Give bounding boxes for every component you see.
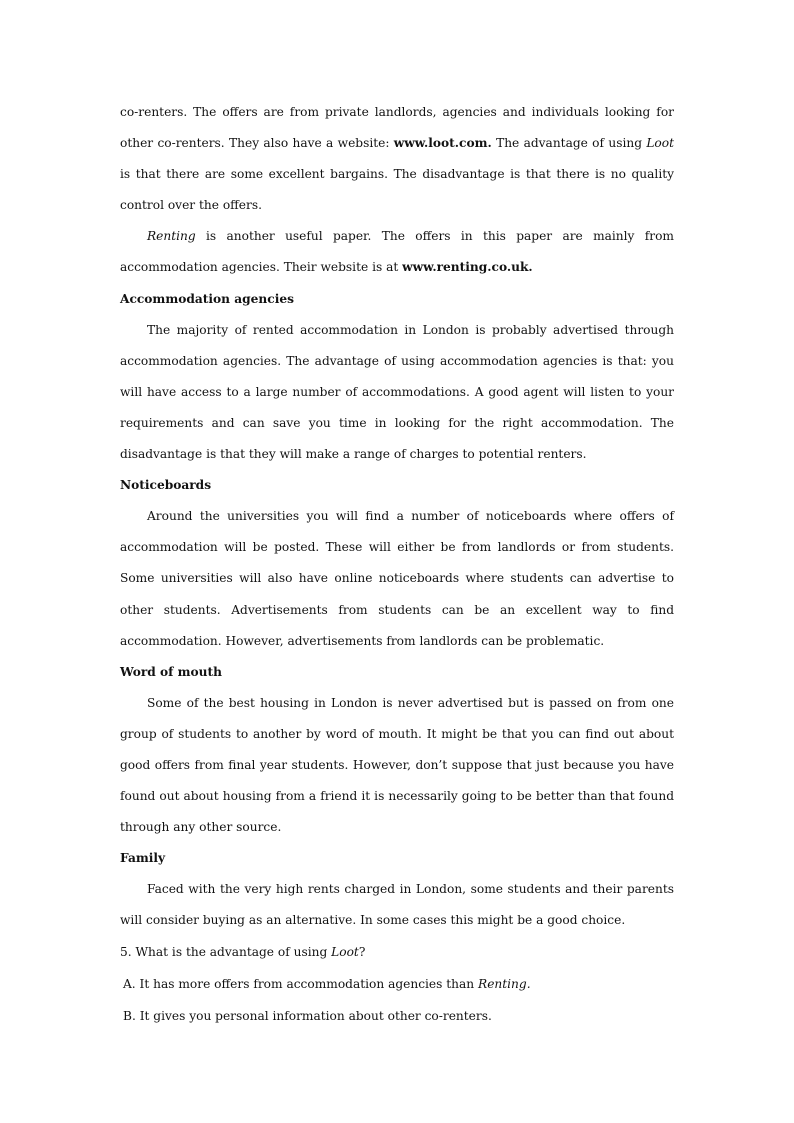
intro-paragraph: co-renters. The offers are from private landlords, agencies and individuals looking for other co-renters. They also have a website: www.loot.com. The advantage of using Loot is that there are some excellent bargains. The disadvantage is that there is no quality control over the offers. — [120, 105, 675, 213]
question-5: 5. What is the advantage of using Loot? — [120, 944, 366, 959]
section-body-family: Faced with the very high rents charged in London, some students and their parents will consider buying as an alternative. In some cases this might be a good choice. — [120, 882, 674, 928]
section-heading-word-of-mouth: Word of mouth — [120, 664, 222, 679]
section-heading-noticeboards: Noticeboards — [120, 478, 212, 493]
option-a: A. It has more offers from accommodation agencies than Renting. — [123, 976, 531, 991]
section-body-accommodation-agencies: The majority of rented accommodation in London is probably advertised through accommodation agencies. The advantage of using accommodation agencies is that: you will have access to a large number of accommodations. A good agent will listen to your requirements and can save you time in looking for the right accommodation. The disadvantage is that they will make a range of charges to potential renters. — [120, 322, 674, 462]
section-body-noticeboards: Around the universities you will find a number of noticeboards where offers of accommodation will be posted. These will either be from landlords or from students. Some universities will also have online noticeboards where students can advertise to other students. Advertisements from students can be an excellent way to find accommodation. However, advertisements from landlords can be problematic. — [120, 509, 674, 648]
section-heading-family: Family — [120, 851, 166, 866]
section-body-word-of-mouth: Some of the best housing in London is never advertised but is passed on from one group of students to another by word of mouth. It might be that you can find out about good offers from final year students. However, don’t suppose that just because you have found out about housing from a friend it is necessarily going to be better than that found through any other source. — [120, 695, 674, 835]
option-b: B. It gives you personal information about other co-renters. — [123, 1008, 492, 1023]
loot-title: Loot — [646, 136, 675, 151]
document-body — [120, 97, 674, 1032]
loot-website: www.loot.com. — [393, 136, 492, 151]
renting-title: Renting — [147, 229, 196, 244]
renting-website: www.renting.co.uk. — [402, 260, 533, 275]
renting-paragraph: Renting is another useful paper. The offers in this paper are mainly from accommodation agencies. Their website is at www.renting.co.uk. — [120, 229, 674, 275]
section-heading-accommodation-agencies: Accommodation agencies — [120, 291, 294, 306]
